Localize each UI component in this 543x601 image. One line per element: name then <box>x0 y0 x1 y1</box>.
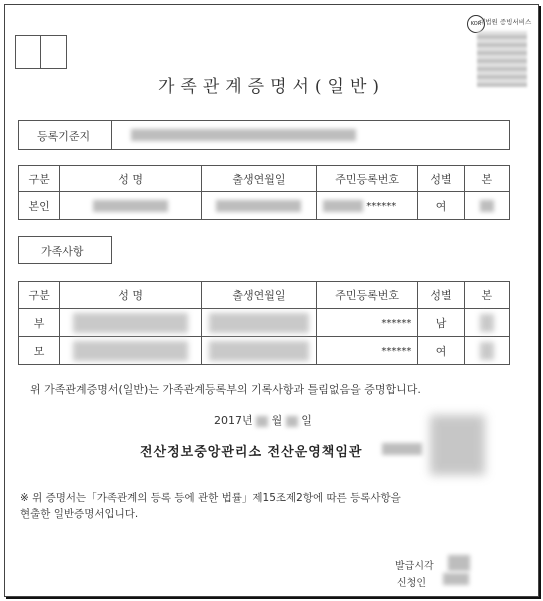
issue-time-redacted <box>448 555 470 571</box>
qr-badge: KOR <box>467 15 485 33</box>
header-birth: 출생연월일 <box>202 282 317 309</box>
mother-origin-redacted <box>480 342 494 360</box>
self-gender: 여 <box>418 192 464 220</box>
mother-gender: 여 <box>418 337 464 365</box>
table-row <box>19 192 510 220</box>
header-category: 구분 <box>19 282 60 309</box>
certification-statement: 위 가족관계증명서(일반)는 가족관계등록부의 기록사항과 틀림없음을 증명합니다. <box>30 383 421 396</box>
father-rrn-mask: ****** <box>381 318 412 329</box>
self-origin-redacted <box>480 200 494 212</box>
family-table <box>18 281 510 365</box>
header-rrn: 주민등록번호 <box>316 166 418 192</box>
applicant-redacted <box>443 573 469 585</box>
table-row <box>19 309 510 337</box>
mother-rrn-mask: ****** <box>381 346 412 357</box>
table-row <box>19 337 510 365</box>
self-rrn-mask: ****** <box>366 201 397 212</box>
family-section-box <box>18 236 112 264</box>
mother-name-redacted <box>73 341 188 361</box>
issue-day-redacted <box>286 416 298 427</box>
father-birth-redacted <box>209 313 309 333</box>
family-section-label: 가족사항 <box>41 245 84 258</box>
self-category: 본인 <box>19 192 60 220</box>
registry-value-redacted <box>131 129 356 141</box>
father-name-redacted <box>73 313 188 333</box>
self-rrn-redacted <box>323 200 363 212</box>
qr-label: 대법원 증빙서비스 <box>479 18 532 26</box>
self-name-redacted <box>93 200 168 212</box>
legal-note-line2: 현출한 일반증명서입니다. <box>20 508 139 520</box>
issue-date <box>214 412 312 428</box>
issue-month-redacted <box>256 416 268 427</box>
father-category: 부 <box>19 309 60 337</box>
header-gender: 성별 <box>418 282 464 309</box>
issue-date-day: 일 <box>301 414 312 427</box>
issue-time-label: 발급시각 <box>395 561 434 572</box>
header-category: 구분 <box>19 166 60 192</box>
issue-date-year: 2017년 <box>214 414 253 427</box>
self-birth-redacted <box>216 200 301 212</box>
stamp-box <box>15 35 67 69</box>
header-gender: 성별 <box>418 166 464 192</box>
header-name: 성 명 <box>60 166 202 192</box>
mother-category: 모 <box>19 337 60 365</box>
authority-name-redacted <box>382 443 422 455</box>
official-seal-redacted <box>430 415 485 475</box>
header-origin: 본 <box>464 166 509 192</box>
registry-box <box>18 120 510 150</box>
applicant-label: 신청인 <box>397 578 426 589</box>
mother-birth-redacted <box>209 341 309 361</box>
issue-date-month: 월 <box>271 414 283 427</box>
father-origin-redacted <box>480 314 494 332</box>
issuing-authority: 전산정보중앙관리소 전산운영책임관 <box>140 445 363 460</box>
registry-label: 등록기준지 <box>37 130 91 143</box>
header-origin: 본 <box>464 282 509 309</box>
document-title: 가족관계증명서(일반) <box>157 77 386 97</box>
father-gender: 남 <box>418 309 464 337</box>
self-table <box>18 165 510 220</box>
header-rrn: 주민등록번호 <box>316 282 418 309</box>
header-birth: 출생연월일 <box>202 166 317 192</box>
legal-note-line1: ※ 위 증명서는「가족관계의 등록 등에 관한 법률」제15조제2항에 따른 등록사항을 <box>20 492 401 504</box>
header-name: 성 명 <box>60 282 202 309</box>
